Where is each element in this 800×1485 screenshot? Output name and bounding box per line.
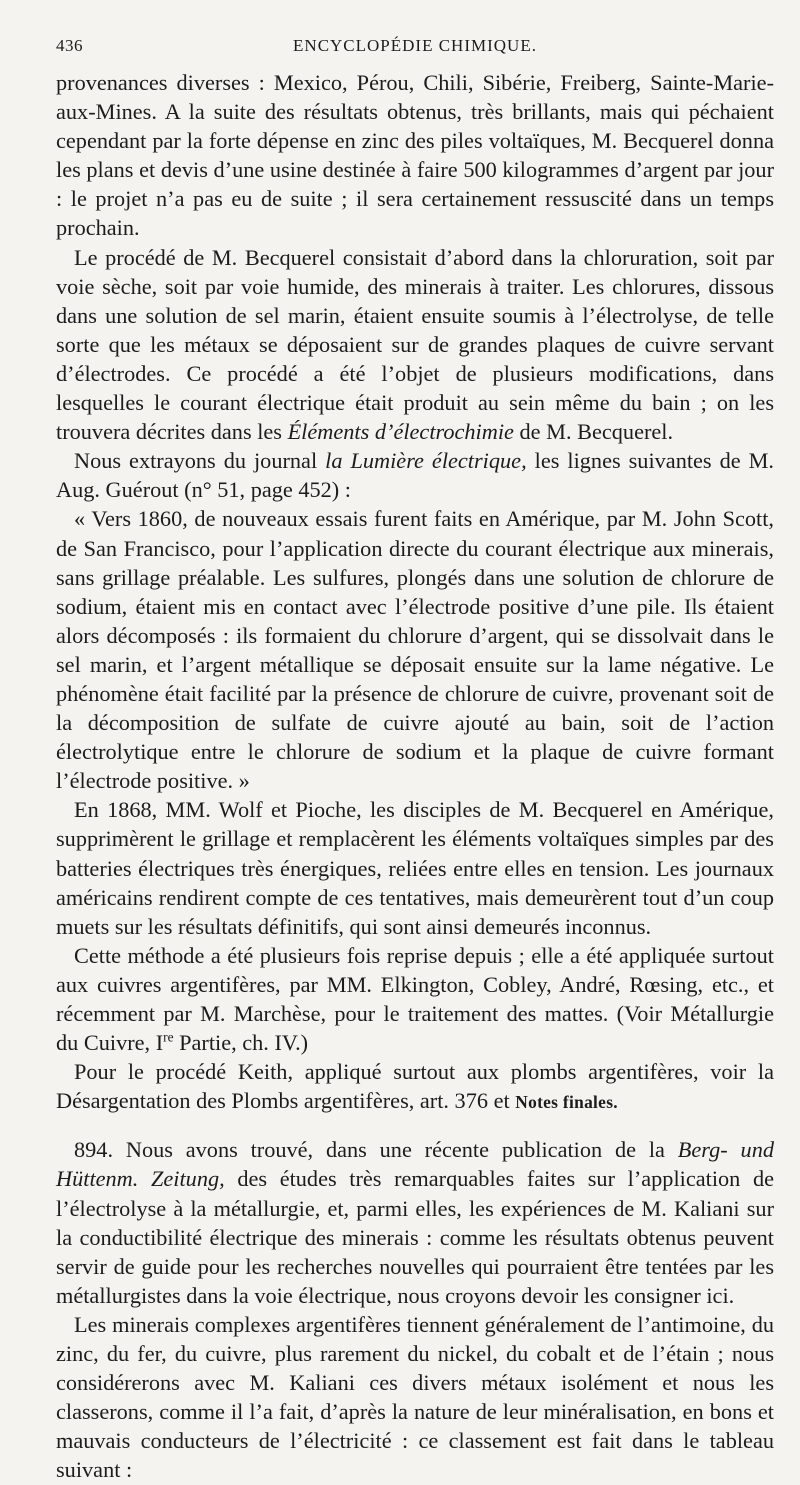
italic-book-title: Éléments d’électrochimie xyxy=(287,419,514,445)
page-number: 436 xyxy=(56,36,83,55)
paragraph-4-quote: « Vers 1860, de nouveaux essais furent faits en Amérique, par M. John Scott, de San Francisco, pour l’application directe du courant électrique aux minerais, sans grillage préalable. Les sulfures, plongés dans une solution de chlorure de sodium, étaient mis en contact avec l’électrode positive d’une pile. Ils étaient alors décomposés : ils formaient du chlorure d’argent, qui se dissolvait dans le sel marin, et l’argent métallique se déposait ensuite sur la lame négative. Le phénomène était facilité par la présence de chlorure de cuivre, provenant soit de la décomposition de sulfate de cuivre ajouté au bain, soit de l’action électrolytique entre le chlorure de sodium et la plaque de cuivre formant l’électrode positive. » xyxy=(56,506,774,794)
paragraph-8-section-894: 894. Nous avons trouvé, dans une récente publication de la Berg- und Hüttenm. Zeitung, des études très remarquables faites sur l’application de l’électrolyse à la métallurgie, et, parmi elles, les expériences de M. Kaliani sur la conductibilité électrique des minerais : comme les résultats obtenus peuvent servir de guide pour les recherches nouvelles qui pourraient être tentées par les métallurgistes dans la voie électrique, nous croyons devoir les consigner ici. xyxy=(56,1137,774,1308)
paragraph-9: Les minerais complexes argentifères tiennent généralement de l’antimoine, du zinc, du fer, du cuivre, plus rarement du nickel, du cobalt et de l’étain ; nous considérerons avec M. Kaliani ces divers métaux isolément et nous les classerons, comme il l’a fait, d’après la nature de leur minéralisation, en bons et mauvais conducteurs de l’électricité : ce classement est fait dans le tableau suivant : xyxy=(56,1311,774,1483)
running-title: ENCYCLOPÉDIE CHIMIQUE. xyxy=(293,36,537,55)
page-header xyxy=(56,36,774,60)
paragraph-1: provenances diverses : Mexico, Pérou, Chili, Sibérie, Freiberg, Sainte-Marie-aux-Mines. A la suite des résultats obtenus, très brillants, mais qui péchaient cependant par la forte dépense en zinc des piles voltaïques, M. Becquerel donna les plans et devis d’une usine destinée à faire 500 kilogrammes d’argent par jour : le projet n’a pas eu de suite ; il sera certainement ressuscité dans un temps prochain. xyxy=(56,70,774,241)
superscript: re xyxy=(163,1029,174,1045)
italic-journal-title: la Lumière électrique, xyxy=(325,448,527,474)
paragraph-2: Le procédé de M. Becquerel consistait d’abord dans la chloruration, soit par voie sèche, soit par voie humide, des minerais à traiter. Les chlorures, dissous dans une solution de sel marin, étaient ensuite soumis à l’électrolyse, de telle sorte que les métaux se déposaient sur de grandes plaques de cuivre servant d’électrodes. Ce procédé a été l’objet de plusieurs modifications, dans lesquelles le courant électrique était produit au sein même du bain ; on les trouvera décrites dans les Éléments d’électrochimie de M. Becquerel. xyxy=(56,244,774,445)
body-text xyxy=(56,68,774,1485)
italic-periodical-title: Berg- und Hüttenm. Zeitung, xyxy=(56,1137,774,1192)
paragraph-3: Nous extrayons du journal la Lumière électrique, les lignes suivantes de M. Aug. Guérout (n° 51, page 452) : xyxy=(56,448,775,503)
paragraph-6: Cette méthode a été plusieurs fois reprise depuis ; elle a été appliquée surtout aux cuivres argentifères, par MM. Elkington, Cobley, André, Rœsing, etc., et récemment par M. Marchèse, pour le traitement des mattes. (Voir Métallurgie du Cuivre, Ire Partie, ch. IV.) xyxy=(56,942,774,1056)
paragraph-5: En 1868, MM. Wolf et Pioche, les disciples de M. Becquerel en Amérique, supprimèrent le grillage et remplacèrent les éléments voltaïques simples par des batteries électriques très énergiques, reliées entre elles en tension. Les journaux américains rendirent compte de ces tentatives, mais demeurèrent tout d’un coup muets sur les résultats définitifs, qui sont ainsi demeurés inconnus. xyxy=(56,797,774,939)
paragraph-7: Pour le procédé Keith, appliqué surtout aux plombs argentifères, voir la Désargentation des Plombs argentifères, art. 376 et Notes finales. xyxy=(56,1059,774,1114)
bold-reference: Notes finales. xyxy=(515,1093,618,1113)
